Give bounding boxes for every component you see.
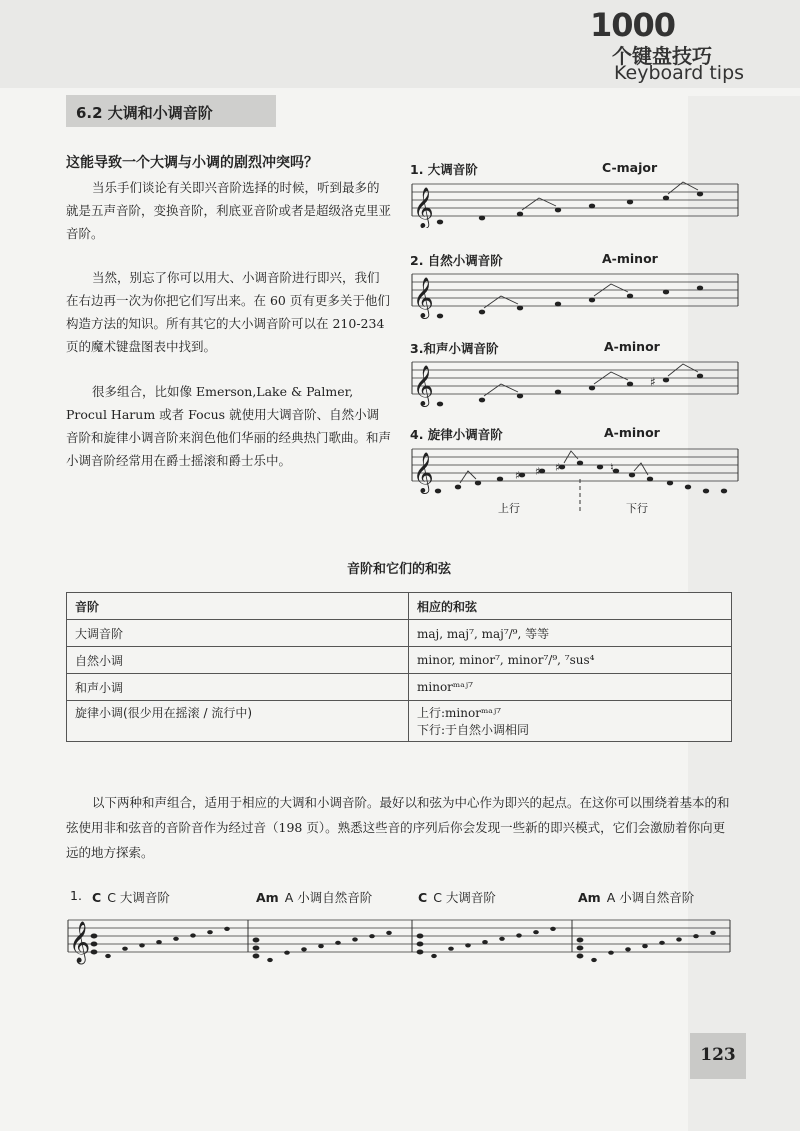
natural-icon: ♮	[610, 461, 614, 474]
note-head	[190, 933, 196, 937]
scale-key-major: C-major	[602, 160, 658, 175]
chord-note	[91, 950, 98, 955]
note-head	[369, 934, 375, 938]
note-head	[517, 306, 523, 311]
scale-label-major: 1. 大调音阶	[410, 162, 478, 177]
note-head	[431, 954, 437, 958]
staff-major-scale	[410, 178, 740, 228]
note-head	[437, 220, 443, 225]
chord-note	[253, 938, 260, 943]
example-4-name: A 小调自然音阶	[606, 890, 695, 905]
table-cell-chords-up: 上行:minorᵐᵃʲ⁷	[417, 706, 501, 720]
melodic-down-label: 下行	[626, 502, 648, 515]
scale-key-natural-minor: A-minor	[602, 251, 658, 266]
note-head	[629, 473, 635, 478]
table-row	[67, 647, 732, 674]
page-number: 123	[700, 1045, 736, 1065]
treble-clef-icon: 𝄞	[413, 365, 434, 406]
example-4-chord: Am	[578, 890, 601, 905]
note-head	[499, 937, 505, 941]
chord-table	[66, 592, 732, 742]
table-row	[67, 674, 732, 701]
note-head	[267, 958, 273, 962]
note-head	[352, 937, 358, 941]
section-title: 6.2 大调和小调音阶	[76, 104, 213, 122]
table-cell-scale: 大调音阶	[67, 620, 409, 647]
chord-note	[417, 950, 424, 955]
example-2-label	[256, 888, 372, 906]
note-head	[550, 927, 556, 931]
note-head	[437, 314, 443, 319]
table-cell-scale: 旋律小调(很少用在摇滚 / 流行中)	[67, 701, 409, 742]
sharp-icon: ♯	[515, 469, 521, 482]
note-head	[627, 294, 633, 299]
note-head	[517, 212, 523, 217]
logo-english: Keyboard tips	[614, 62, 745, 84]
example-1-chord: C	[92, 890, 102, 905]
note-head	[625, 947, 631, 951]
intro-paragraph-3: 很多组合，比如像 Emerson,Lake & Palmer, Procul Harum 或者 Focus 就使用大调音阶、自然小调音阶和旋律小调音阶来润色他们华丽的经典热门歌曲。和声小调音阶经常用在爵士摇滚和爵士乐中。	[66, 384, 392, 468]
note-head	[710, 931, 716, 935]
melodic-up-label: 上行	[498, 502, 520, 515]
chord-note	[577, 946, 584, 951]
note-head	[685, 485, 691, 490]
logo-chinese: 个键盘技巧	[612, 44, 712, 68]
note-head	[555, 208, 561, 213]
table-cell-scale: 自然小调	[67, 647, 409, 674]
example-3-chord: C	[418, 890, 428, 905]
note-head	[533, 930, 539, 934]
note-head	[555, 302, 561, 307]
note-head	[627, 200, 633, 205]
note-head	[122, 947, 128, 951]
table-cell-chords: minorᵐᵃʲ⁷	[409, 674, 732, 701]
note-head	[697, 192, 703, 197]
note-head	[105, 954, 111, 958]
note-head	[455, 485, 461, 490]
note-head	[435, 489, 441, 494]
note-head	[156, 940, 162, 944]
note-head	[697, 374, 703, 379]
note-head	[703, 489, 709, 494]
note-head	[693, 934, 699, 938]
note-head	[721, 489, 727, 494]
note-head	[608, 951, 614, 955]
note-head	[555, 390, 561, 395]
chord-note	[577, 938, 584, 943]
chord-table-title: 音阶和它们的和弦	[346, 562, 451, 577]
example-3-name: C 大调音阶	[433, 890, 496, 905]
note-head	[448, 947, 454, 951]
table-header-row	[67, 593, 732, 620]
note-head	[139, 943, 145, 947]
example-1-name: C 大调音阶	[107, 890, 170, 905]
logo-number: 1000	[590, 6, 676, 44]
example-1-label	[92, 888, 170, 906]
note-head	[318, 944, 324, 948]
note-head	[497, 477, 503, 482]
note-head	[589, 204, 595, 209]
scale-label-harmonic-minor: 3.和声小调音阶	[410, 341, 499, 356]
chord-note	[253, 954, 260, 959]
table-cell-scale: 和声小调	[67, 674, 409, 701]
example-4-label	[578, 888, 694, 906]
example-2-chord: Am	[256, 890, 279, 905]
note-head	[335, 941, 341, 945]
example-2-name: A 小调自然音阶	[284, 890, 373, 905]
chord-note	[417, 934, 424, 939]
scale-key-harmonic-minor: A-minor	[604, 339, 660, 354]
note-head	[663, 378, 669, 383]
note-head	[516, 933, 522, 937]
example-3-label	[418, 888, 496, 906]
table-header-scale: 音阶	[67, 593, 409, 620]
note-head	[475, 481, 481, 486]
scale-label-melodic-minor: 4. 旋律小调音阶	[410, 427, 503, 442]
intro-paragraph-1: 当乐手们谈论有关即兴音阶选择的时候，听到最多的就是五声音阶，变换音阶，利底亚音阶或者是超级洛克里亚音阶。	[66, 180, 392, 241]
staff-examples	[66, 912, 736, 972]
note-head	[173, 937, 179, 941]
note-head	[479, 216, 485, 221]
scale-label-natural-minor: 2. 自然小调音阶	[410, 253, 503, 268]
staff-natural-minor-scale	[410, 268, 740, 320]
bottom-paragraph: 以下两种和声组合，适用于相应的大调和小调音阶。最好以和弦为中心作为即兴的起点。在这你可以围绕着基本的和弦使用非和弦音的音阶音作为经过音（198 页）。熟悉这些音的序列后你会发现一些新的即兴模式，它们会激励着你向更远的地方探索。	[66, 795, 730, 860]
note-head	[647, 477, 653, 482]
note-head	[284, 951, 290, 955]
example-number: 1.	[70, 888, 82, 903]
note-head	[577, 461, 583, 466]
note-head	[597, 465, 603, 470]
note-head	[589, 298, 595, 303]
table-row	[67, 620, 732, 647]
table-row	[67, 701, 732, 742]
note-head	[479, 310, 485, 315]
intro-paragraph-2: 当然，别忘了你可以用大、小调音阶进行即兴，我们在右边再一次为你把它们写出来。在 60 页有更多关于他们构造方法的知识。所有其它的大小调音阶可以在 210-234 页的魔术键盘图表中找到。	[66, 270, 390, 354]
sharp-icon: ♯	[535, 465, 541, 478]
note-head	[697, 286, 703, 291]
sharp-icon: ♯	[650, 375, 656, 389]
table-cell-chords-down: 下行:于自然小调相同	[417, 723, 530, 737]
note-head	[642, 944, 648, 948]
note-head	[301, 947, 307, 951]
scale-key-melodic-minor: A-minor	[604, 425, 660, 440]
note-head	[663, 196, 669, 201]
staff-melodic-minor-scale	[410, 443, 740, 515]
note-head	[482, 940, 488, 944]
treble-clef-icon: 𝄞	[413, 452, 434, 493]
note-head	[589, 386, 595, 391]
intro-question: 这能导致一个大调与小调的剧烈冲突吗？	[66, 155, 318, 171]
note-head	[517, 394, 523, 399]
note-head	[479, 398, 485, 403]
note-head	[465, 943, 471, 947]
note-head	[224, 927, 230, 931]
note-head	[659, 941, 665, 945]
note-head	[386, 931, 392, 935]
chord-note	[91, 942, 98, 947]
treble-clef-icon: 𝄞	[413, 277, 434, 318]
treble-clef-icon: 𝄞	[413, 187, 434, 228]
chord-note	[577, 954, 584, 959]
chord-note	[417, 942, 424, 947]
chord-note	[253, 946, 260, 951]
treble-clef-icon: 𝄞	[69, 922, 91, 963]
table-cell-chords	[409, 701, 732, 742]
note-head	[591, 958, 597, 962]
note-head	[663, 290, 669, 295]
note-head	[627, 382, 633, 387]
note-head	[667, 481, 673, 486]
staff-harmonic-minor-scale	[410, 356, 740, 408]
table-header-chords: 相应的和弦	[409, 593, 732, 620]
note-head	[207, 930, 213, 934]
chord-note	[91, 934, 98, 939]
table-cell-chords: minor, minor⁷, minor⁷/⁹, ⁷sus⁴	[409, 647, 732, 674]
table-cell-chords: maj, maj⁷, maj⁷/⁹, 等等	[409, 620, 732, 647]
note-head	[676, 937, 682, 941]
note-head	[437, 402, 443, 407]
sharp-icon: ♯	[555, 461, 561, 474]
